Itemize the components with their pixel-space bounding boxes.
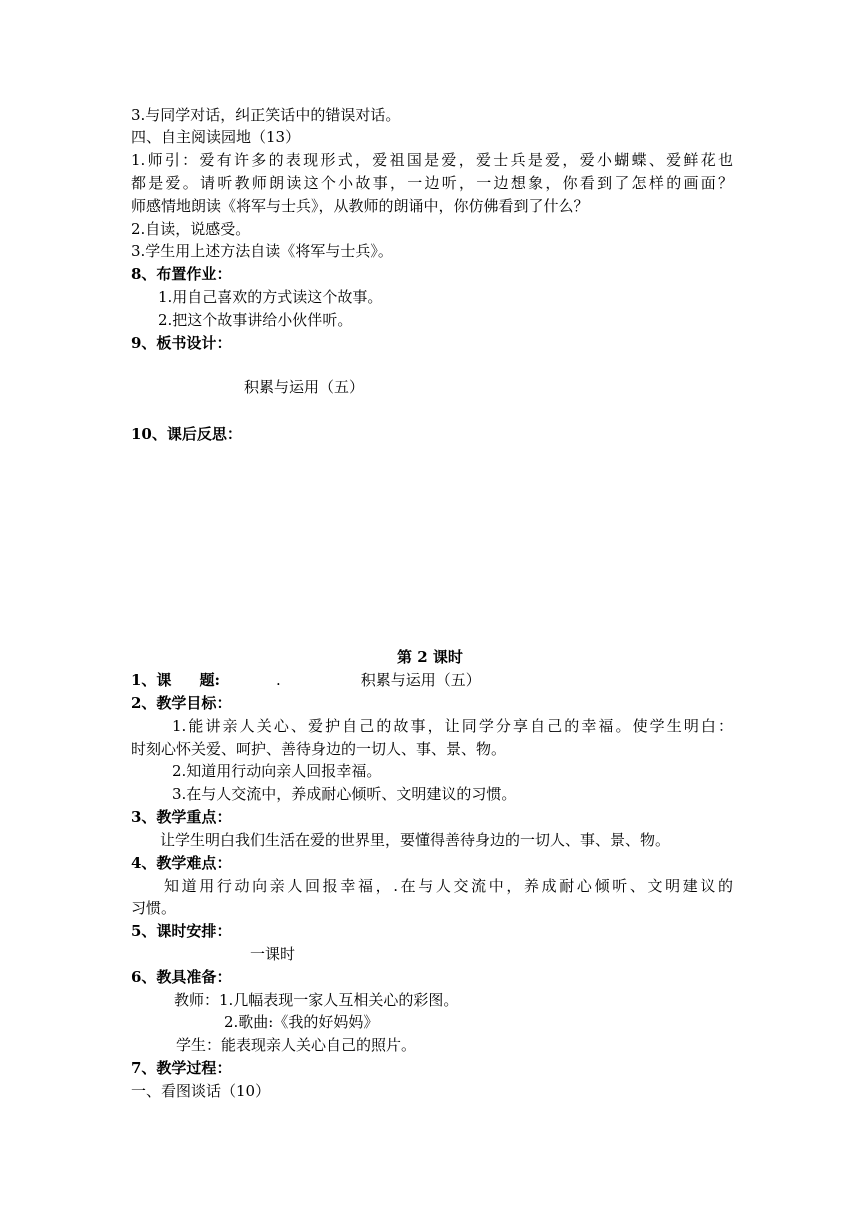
heading-schedule: 5、课时安排： bbox=[131, 922, 232, 940]
text-line: 师感情地朗读《将军与士兵》，从教师的朗诵中，你仿佛看到了什么？ bbox=[131, 197, 589, 215]
goal-item: 3.在与人交流中，养成耐心倾听、文明建议的习惯。 bbox=[172, 785, 517, 803]
schedule-text: 一课时 bbox=[250, 945, 296, 963]
heading-topic-b: 题: bbox=[199, 671, 220, 689]
material-item: 教师：1.几幅表现一家人互相关心的彩图。 bbox=[174, 991, 459, 1009]
text-line: 3.与同学对话，纠正笑话中的错误对话。 bbox=[131, 106, 401, 124]
material-item: 2.歌曲:《我的好妈妈》 bbox=[224, 1013, 379, 1031]
goal-item: 1.能讲亲人关心、爱护自己的故事，让同学分享自己的幸福。使学生明白： bbox=[172, 717, 733, 735]
board-title: 积累与运用（五） bbox=[244, 378, 365, 396]
section-heading: 四、自主阅读园地（13） bbox=[131, 128, 301, 146]
heading-board-design: 9、板书设计： bbox=[131, 334, 232, 352]
goal-item: 时刻心怀关爱、呵护、善待身边的一切人、事、景、物。 bbox=[131, 740, 507, 758]
text-line: 1.师引：爱有许多的表现形式，爱祖国是爱，爱士兵是爱，爱小蝴蝶、爱鲜花也 bbox=[131, 151, 733, 169]
heading-topic-a: 1、课 bbox=[131, 671, 172, 689]
lesson-title: 第 2 课时 bbox=[397, 648, 463, 666]
homework-item: 2.把这个故事讲给小伙伴听。 bbox=[158, 311, 353, 329]
heading-key-points: 3、教学重点： bbox=[131, 808, 232, 826]
text-line: 3.学生用上述方法自读《将军与士兵》。 bbox=[131, 242, 393, 260]
text-line: 都是爱。请听教师朗读这个小故事，一边听，一边想象，你看到了怎样的画面？ bbox=[131, 174, 733, 192]
heading-process: 7、教学过程： bbox=[131, 1059, 232, 1077]
heading-materials: 6、教具准备： bbox=[131, 968, 232, 986]
heading-reflection: 10、课后反思： bbox=[131, 425, 242, 443]
heading-goals: 2、教学目标： bbox=[131, 694, 232, 712]
goal-item: 2.知道用行动向亲人回报幸福。 bbox=[172, 762, 382, 780]
homework-item: 1.用自己喜欢的方式读这个故事。 bbox=[158, 288, 383, 306]
heading-homework: 8、布置作业： bbox=[131, 265, 232, 283]
difficulty-text: 知道用行动向亲人回报幸福，.在与人交流中，养成耐心倾听、文明建议的 bbox=[164, 877, 733, 895]
heading-difficulties: 4、教学难点： bbox=[131, 854, 232, 872]
text-line: 2.自读，说感受。 bbox=[131, 220, 251, 238]
key-point-text: 让学生明白我们生活在爱的世界里，要懂得善待身边的一切人、事、景、物。 bbox=[160, 831, 671, 849]
section-heading: 一、看图谈话（10） bbox=[131, 1082, 271, 1100]
topic-dot: . bbox=[275, 671, 281, 689]
topic-value: 积累与运用（五） bbox=[360, 671, 481, 689]
material-item: 学生：能表现亲人关心自己的照片。 bbox=[176, 1036, 417, 1054]
topic-line bbox=[131, 669, 731, 691]
difficulty-text: 习惯。 bbox=[131, 899, 177, 917]
